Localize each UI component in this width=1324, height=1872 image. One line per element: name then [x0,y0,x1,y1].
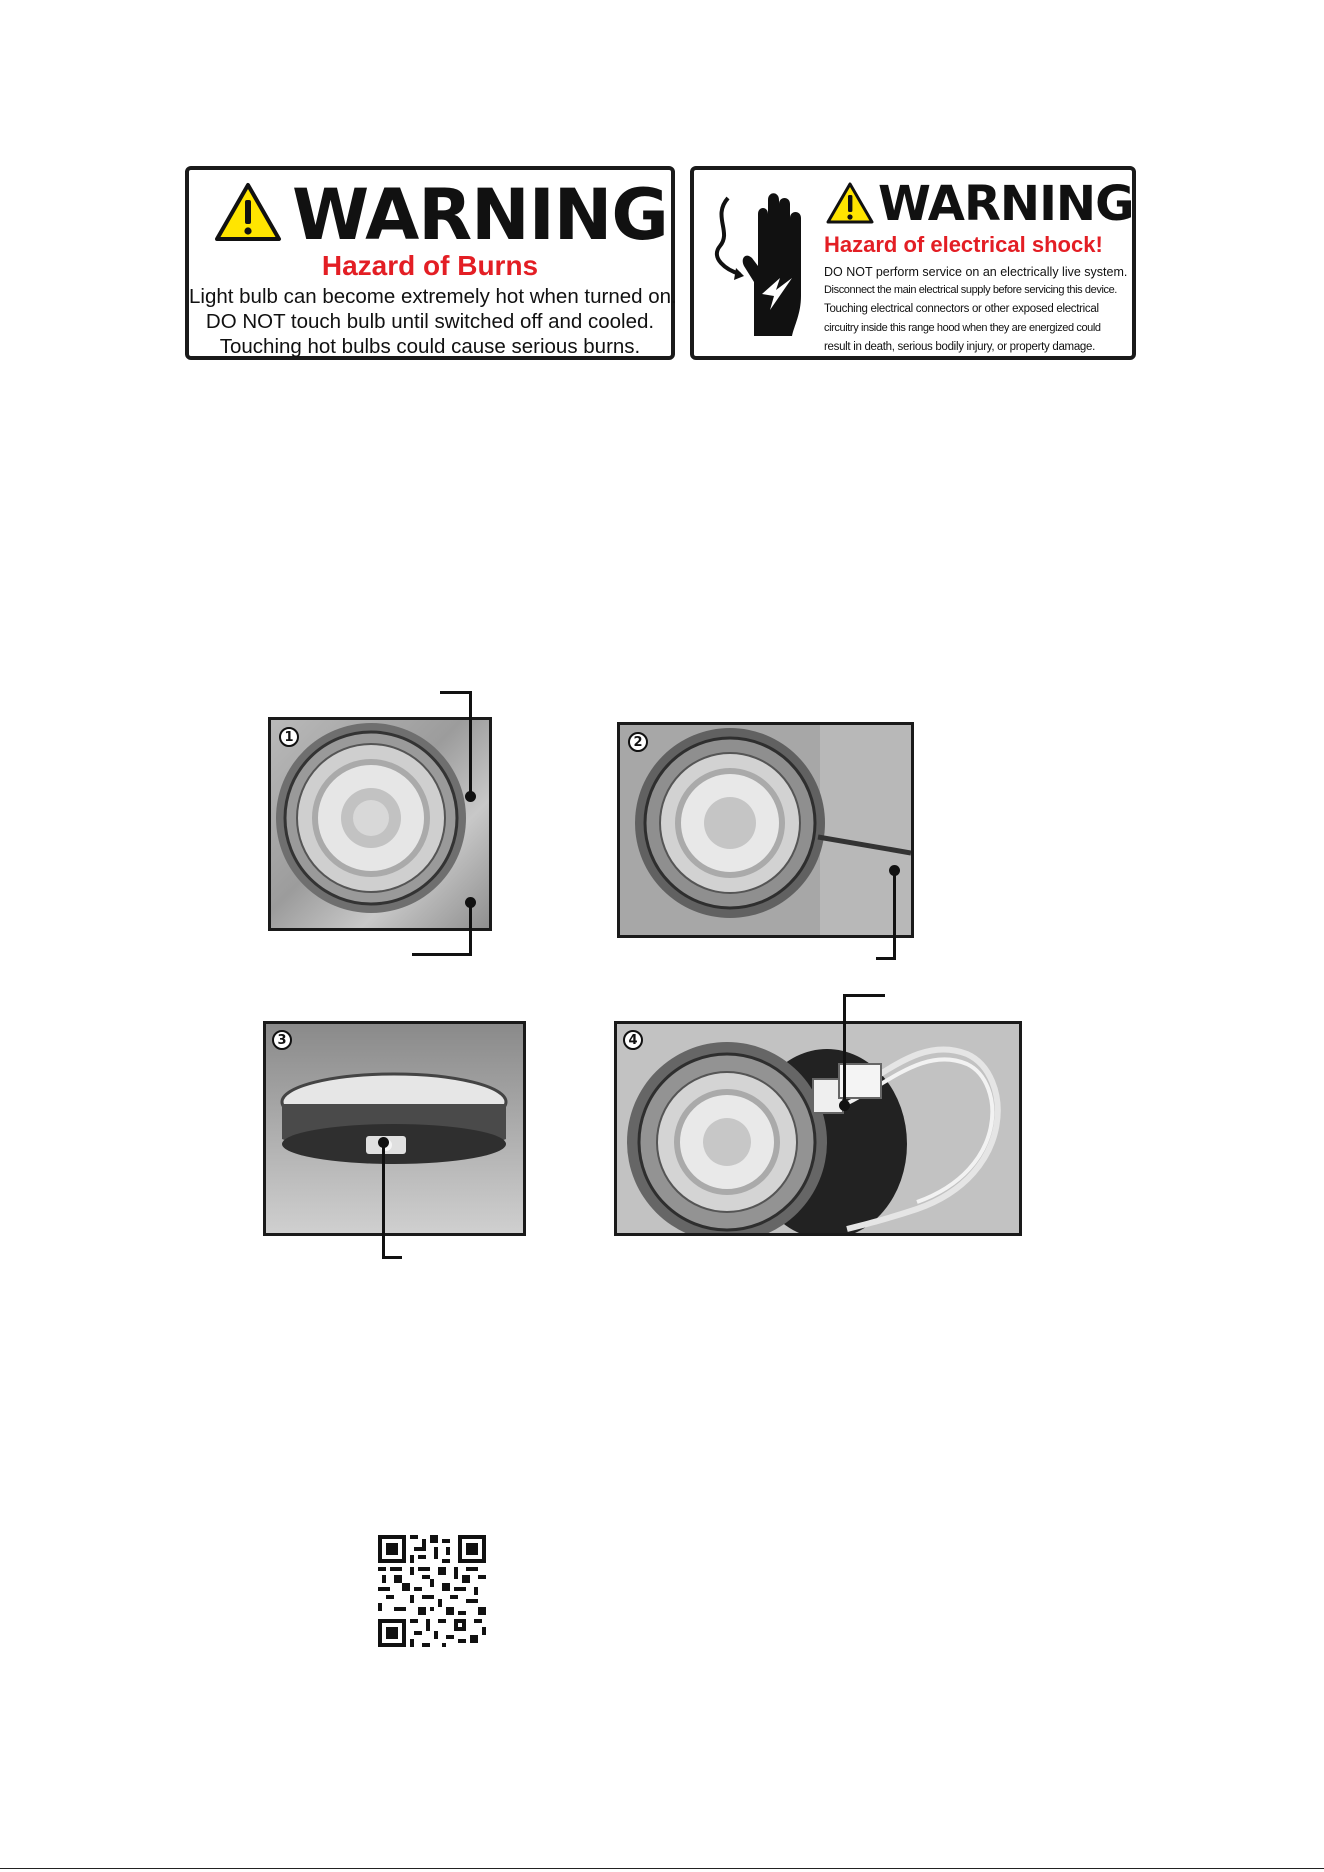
shock-warning-title: WARNING [878,176,1134,232]
callout-line [843,994,885,997]
shock-warning-line-2: Disconnect the main electrical supply before servicing this device. [824,284,1117,296]
callout-line [440,691,472,694]
burn-warning-label [185,166,675,360]
callout-line [843,994,846,1104]
callout-line [893,870,896,960]
shock-warning-line-5: result in death, serious bodily injury, or property damage. [824,341,1096,353]
callout-line [412,953,472,956]
step-number-badge: 4 [623,1030,643,1050]
step-2-photo [617,722,914,938]
callout-dot [889,865,900,876]
light-fixture-side-image [266,1024,523,1233]
step-number-badge: 3 [272,1030,292,1050]
electric-shock-hand-icon [706,186,814,346]
burn-warning-subtitle: Hazard of Burns [321,250,539,281]
qr-code-icon [378,1535,486,1647]
callout-line [469,691,472,797]
step-1-photo [268,717,492,931]
step-number-badge: 2 [628,732,648,752]
light-fixture-image [620,725,911,935]
shock-warning-line-4: circuitry inside this range hood when they are energized could [824,322,1101,334]
burn-warning-line-1: Light bulb can become extremely hot when turned on. [189,285,677,308]
callout-line [876,957,896,960]
callout-line [382,1142,385,1259]
burn-warning-line-2: DO NOT touch bulb until switched off and cooled. [205,310,655,333]
callout-dot [465,791,476,802]
warning-triangle-icon [826,182,874,224]
step-number-badge: 1 [279,727,299,747]
callout-dot [839,1100,850,1111]
burn-warning-title: WARNING [292,174,668,256]
shock-warning-line-3: Touching electrical connectors or other exposed electrical [824,303,1099,315]
callout-dot [465,897,476,908]
callout-dot [378,1137,389,1148]
callout-line [469,902,472,956]
shock-warning-subtitle: Hazard of electrical shock! [824,232,1103,257]
page-bottom-rule [0,1868,1324,1869]
warning-triangle-icon [214,182,282,242]
step-3-photo [263,1021,526,1236]
step-4-photo [614,1021,1022,1236]
callout-line [382,1256,402,1259]
light-fixture-wiring-image [617,1024,1019,1233]
light-fixture-image [271,720,489,928]
shock-warning-line-1: DO NOT perform service on an electrically live system. [824,265,1128,279]
burn-warning-line-3: Touching hot bulbs could cause serious burns. [219,335,641,358]
shock-warning-label [690,166,1136,360]
